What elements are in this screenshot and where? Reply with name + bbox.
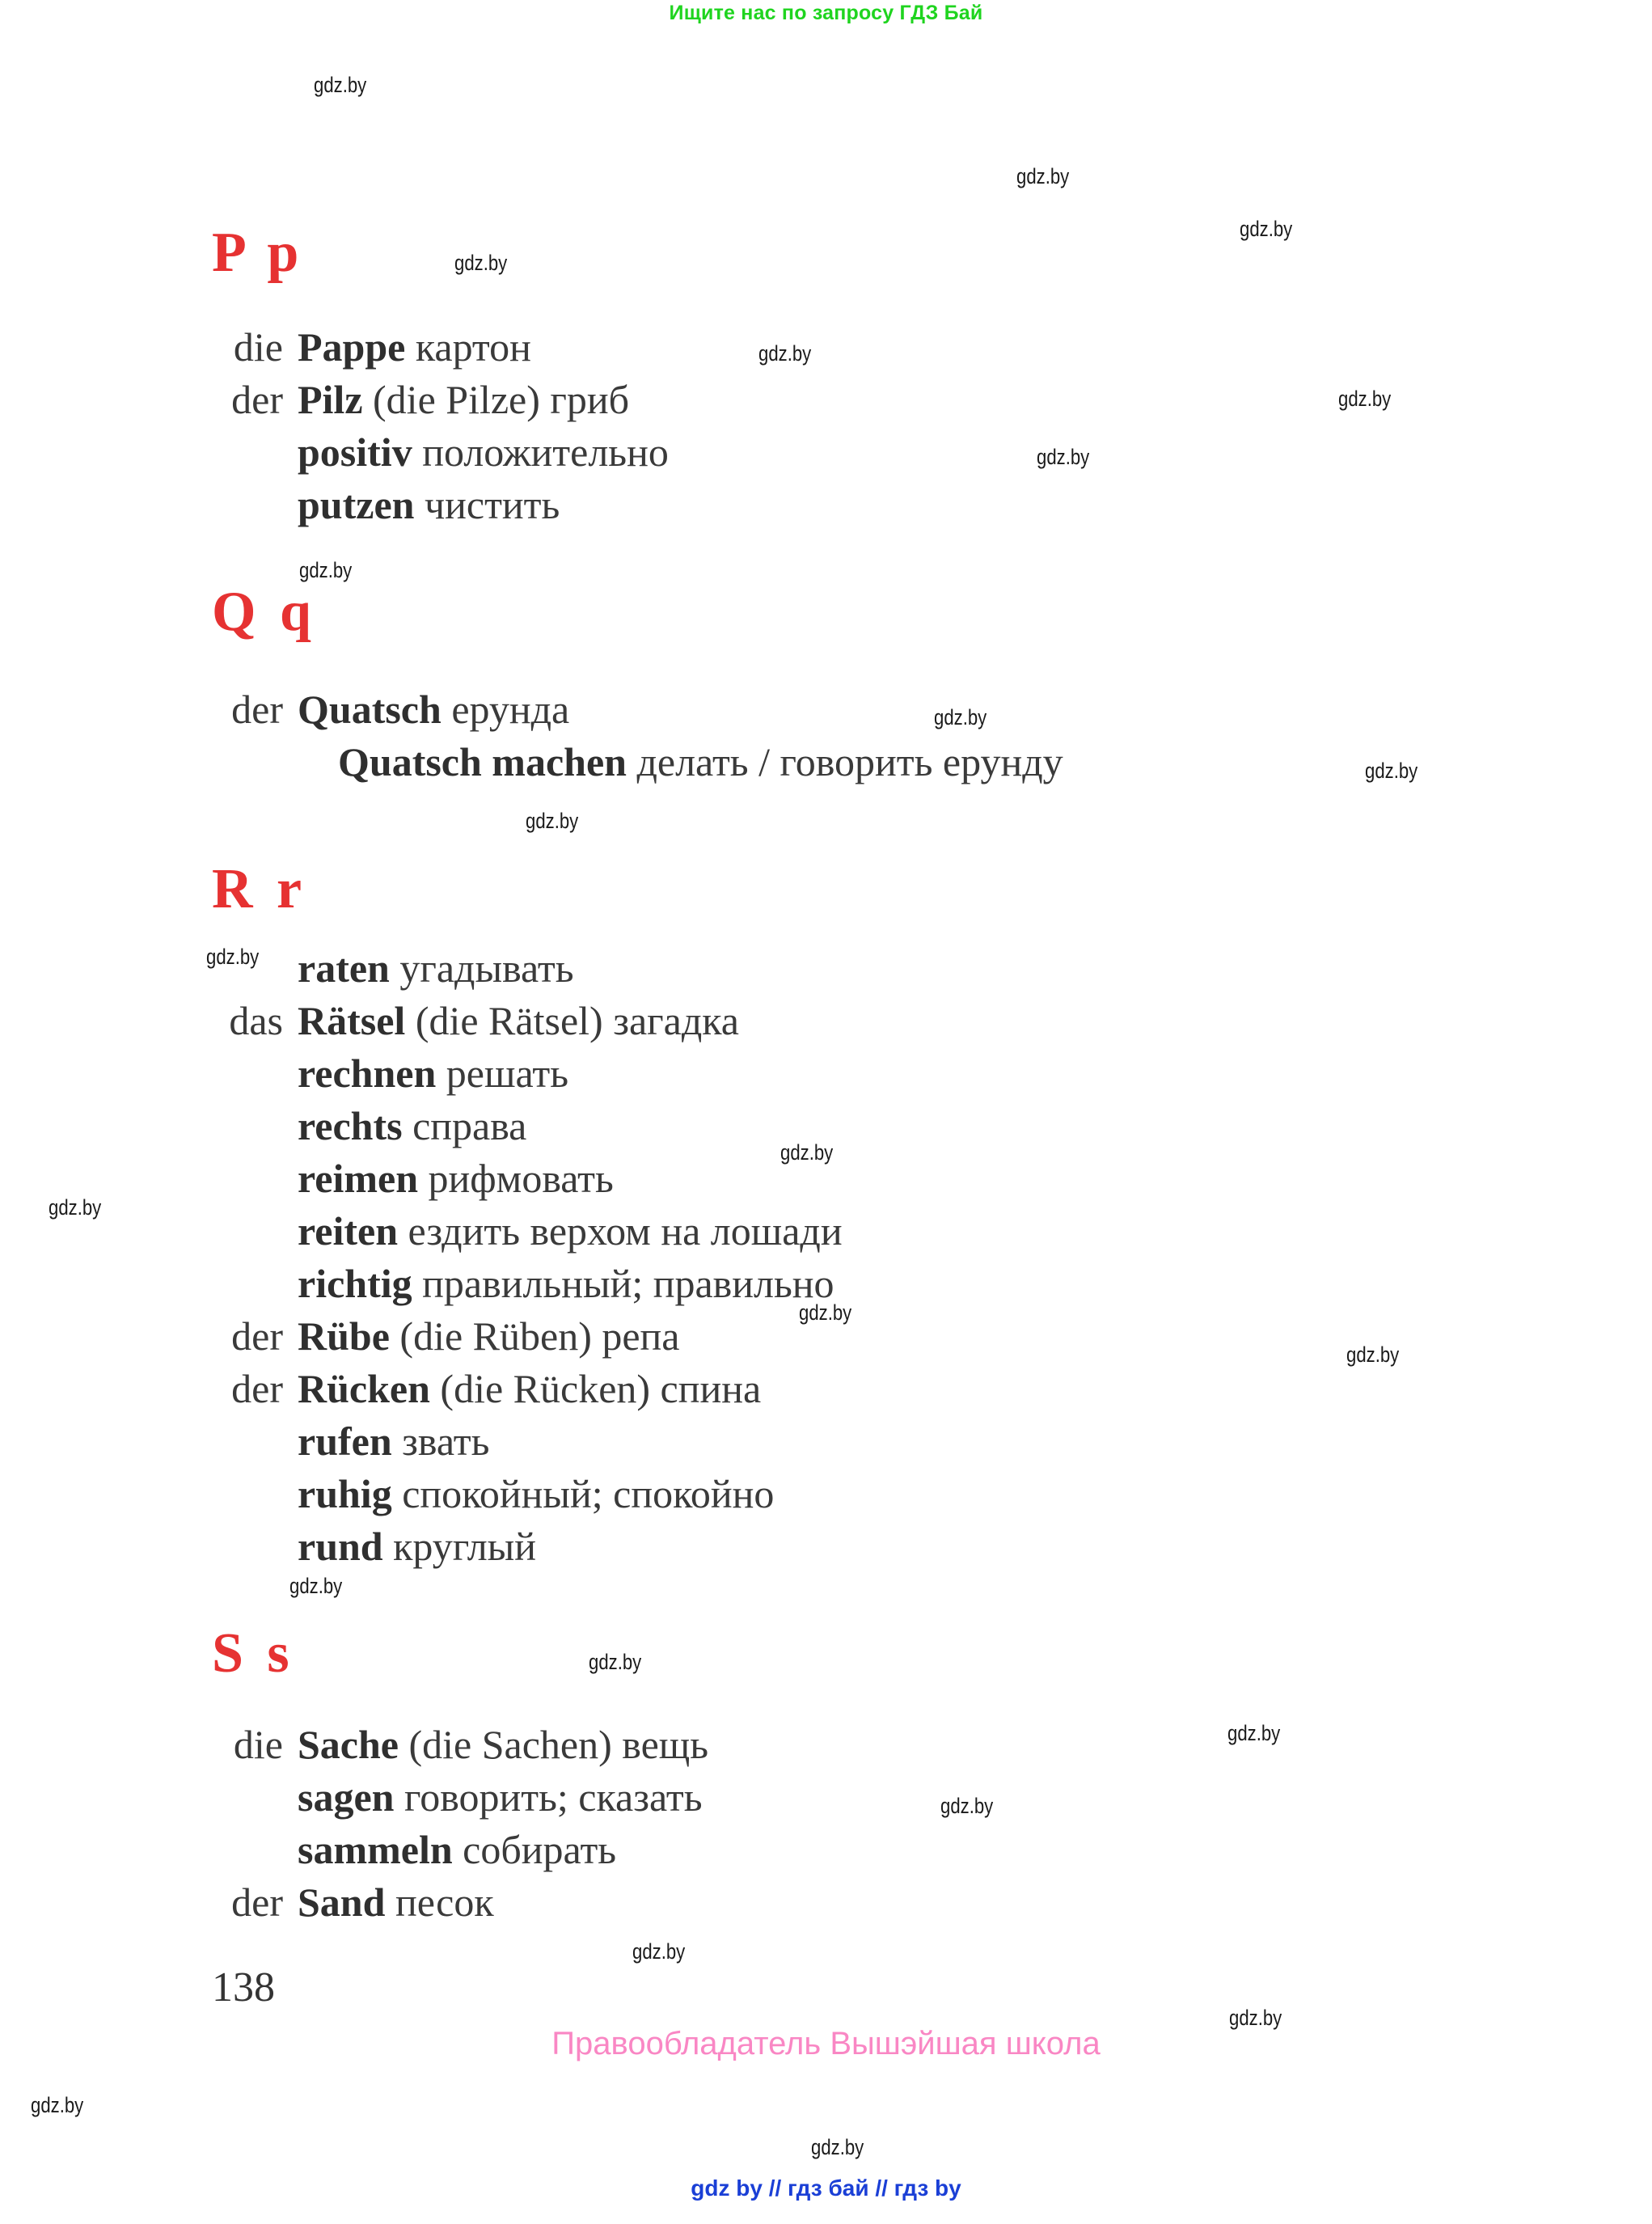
watermark: gdz.by (31, 2093, 84, 2117)
entry-german-word: Rätsel (298, 998, 406, 1043)
entry-german-word: sammeln (298, 1827, 453, 1872)
entry-german-word: putzen (298, 482, 415, 527)
dictionary-entry (0, 1207, 1652, 1261)
watermark: gdz.by (289, 1574, 343, 1598)
entry-translation: звать (402, 1419, 490, 1464)
entry-body (298, 997, 739, 1044)
entry-german-word: Quatsch (298, 687, 442, 732)
entry-german-word: positiv (298, 429, 412, 475)
dictionary-entry (0, 1826, 1652, 1879)
watermark: gdz.by (1037, 445, 1090, 469)
entry-translation: говорить; сказать (403, 1774, 703, 1820)
promo-banner-text: Ищите нас по запросу ГДЗ Бай (669, 2, 983, 24)
entry-plural-form: (die Sachen) (408, 1722, 612, 1767)
entry-article: der (231, 377, 283, 422)
watermark: gdz.by (1365, 759, 1418, 783)
entry-body (298, 1523, 536, 1570)
entry-body (298, 376, 629, 423)
entry-plural-form: (die Rücken) (440, 1366, 651, 1411)
entry-body (298, 1050, 568, 1097)
entry-body (298, 1365, 761, 1412)
entry-body (298, 1155, 614, 1202)
watermark: gdz.by (1016, 164, 1070, 188)
entry-german-word: Sache (298, 1722, 399, 1767)
entry-body (338, 738, 1063, 785)
letter-heading: S s (212, 1622, 294, 1685)
entry-article: der (231, 1879, 283, 1925)
entry-translation: положительно (422, 429, 669, 475)
watermark: gdz.by (314, 73, 367, 97)
entry-translation: справа (412, 1103, 527, 1148)
watermark: gdz.by (1227, 1721, 1281, 1745)
dictionary-entry (0, 1418, 1652, 1471)
dictionary-entry (0, 1050, 1652, 1103)
watermark: gdz.by (589, 1650, 642, 1674)
entry-german-word: Sand (298, 1879, 386, 1925)
entry-body (298, 429, 669, 476)
letter-heading: Q q (212, 581, 316, 643)
watermark: gdz.by (206, 945, 260, 969)
entry-translation: ездить верхом на лошади (408, 1208, 843, 1254)
entry-body (298, 1418, 489, 1465)
entry-translation: спина (660, 1366, 762, 1411)
watermark: gdz.by (811, 2135, 864, 2159)
entry-body (298, 1313, 680, 1359)
entry-body (298, 945, 574, 991)
entry-german-word: richtig (298, 1261, 412, 1306)
page-number: 138 (212, 1964, 275, 2010)
entry-article: das (229, 998, 283, 1043)
letter-heading: R r (212, 858, 307, 920)
entry-translation: картон (415, 324, 531, 370)
entry-german-word: Pappe (298, 324, 406, 370)
entry-german-word: sagen (298, 1774, 395, 1820)
entry-german-word: rufen (298, 1419, 392, 1464)
watermark: gdz.by (1346, 1342, 1400, 1367)
entry-translation: правильный; правильно (422, 1261, 834, 1306)
entry-article: der (231, 1313, 283, 1359)
entry-german-word: ruhig (298, 1471, 392, 1516)
entry-translation: собирать (463, 1827, 617, 1872)
entry-body (298, 1470, 774, 1517)
dictionary-entry (0, 481, 1652, 535)
dictionary-entry (0, 1774, 1652, 1827)
entry-body (298, 481, 560, 528)
watermark: gdz.by (1338, 387, 1392, 411)
entry-german-word: Quatsch machen (338, 739, 627, 784)
entry-german-word: Pilz (298, 377, 363, 422)
entry-body (298, 1260, 834, 1307)
dictionary-entry (0, 1365, 1652, 1419)
entry-article: der (231, 1366, 283, 1411)
entry-german-word: Rücken (298, 1366, 430, 1411)
watermark: gdz.by (780, 1140, 834, 1165)
dictionary-entry (0, 376, 1652, 429)
entry-body (298, 686, 569, 733)
copyright-notice: Правообладатель Вышэйшая школа (551, 2026, 1101, 2061)
entry-translation: рифмовать (428, 1156, 614, 1201)
entry-body (298, 1879, 494, 1926)
entry-body (298, 1207, 843, 1254)
letter-heading: P p (212, 222, 304, 284)
entry-article: die (233, 1722, 283, 1767)
footer-site-links: gdz by // гдз бай // гдз by (691, 2175, 961, 2201)
entry-translation: решать (446, 1051, 569, 1096)
entry-translation: гриб (550, 377, 630, 422)
dictionary-entry (0, 429, 1652, 482)
entry-german-word: Rübe (298, 1313, 390, 1359)
dictionary-entry (0, 1879, 1652, 1932)
watermark: gdz.by (758, 341, 812, 366)
watermark: gdz.by (1240, 217, 1293, 241)
entry-german-word: rund (298, 1524, 383, 1569)
entry-translation: чистить (424, 482, 560, 527)
entry-body (298, 1721, 708, 1768)
dictionary-entry (0, 1721, 1652, 1774)
entry-translation: угадывать (399, 945, 574, 991)
entry-german-word: rechts (298, 1103, 403, 1148)
watermark: gdz.by (632, 1939, 686, 1964)
entry-body (298, 1826, 616, 1873)
entry-article: die (233, 324, 283, 370)
entry-german-word: reiten (298, 1208, 399, 1254)
watermark: gdz.by (1229, 2006, 1282, 2030)
watermark: gdz.by (940, 1794, 994, 1818)
watermark: gdz.by (49, 1195, 102, 1220)
dictionary-entry (0, 323, 1652, 377)
dictionary-entry (0, 997, 1652, 1051)
entry-translation: вещь (622, 1722, 709, 1767)
entry-article: der (231, 687, 283, 732)
entry-translation: загадка (613, 998, 739, 1043)
entry-translation: ерунда (451, 687, 570, 732)
watermark: gdz.by (934, 705, 987, 729)
dictionary-entry (0, 1523, 1652, 1576)
dictionary-entry (0, 686, 1652, 739)
entry-german-word: raten (298, 945, 390, 991)
watermark: gdz.by (454, 251, 508, 275)
watermark: gdz.by (299, 558, 353, 582)
entry-body (298, 323, 531, 370)
entry-body (298, 1774, 703, 1820)
entry-german-word: rechnen (298, 1051, 437, 1096)
entry-german-word: reimen (298, 1156, 419, 1201)
entry-translation: спокойный; спокойно (402, 1471, 775, 1516)
dictionary-entry (0, 1470, 1652, 1524)
entry-translation: репа (602, 1313, 680, 1359)
entry-translation: делать / говорить ерунду (636, 739, 1063, 784)
entry-body (298, 1102, 526, 1149)
entry-plural-form: (die Rüben) (399, 1313, 592, 1359)
watermark: gdz.by (526, 809, 579, 833)
entry-plural-form: (die Pilze) (373, 377, 540, 422)
entry-translation: круглый (393, 1524, 537, 1569)
watermark: gdz.by (799, 1300, 852, 1325)
entry-translation: песок (395, 1879, 494, 1925)
entry-plural-form: (die Rätsel) (415, 998, 603, 1043)
